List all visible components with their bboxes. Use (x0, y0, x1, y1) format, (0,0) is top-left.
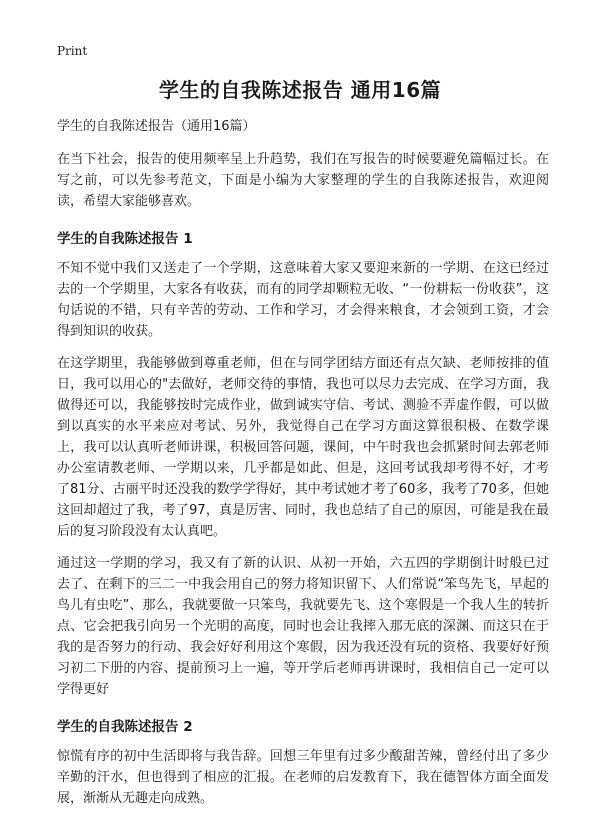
article-subtitle: 学生的自我陈述报告（通用16篇） (57, 119, 256, 134)
print-link[interactable]: Print (57, 44, 88, 58)
section-heading-2: 学生的自我陈述报告 2 (57, 719, 193, 735)
section-heading-1: 学生的自我陈述报告 1 (57, 231, 193, 247)
intro-paragraph: 在当下社会，报告的使用频率呈上升趋势，我们在写报告的时候要避免篇幅过长。在写之前，可以先参考范文，下面是小编为大家整理的学生的自我陈述报告，欢迎阅读，希望大家能够喜欢。 (57, 152, 549, 209)
page-title: 学生的自我陈述报告 通用16篇 (158, 78, 442, 102)
section-2-paragraph-1: 惊慌有序的初中生活即将与我告辞。回想三年里有过多少酸甜苦辣，曾经付出了多少辛勤的汗水，但也得到了相应的汇报。在老师的启发教育下，我在德智体方面全面发展，渐渐从无趣走向成熟。 (57, 749, 549, 806)
section-1-paragraph-1: 不知不觉中我们又送走了一个学期，这意味着大家又要迎来新的一学期、在这已经过去的一个学期里，大家各有收获，而有的同学却颗粒无收、“一份耕耘一份收获”，这句话说的不错，只有辛苦的劳动、工作和学习，才会得来粮食，才会领到工资，才会得到知识的收获。 (57, 261, 549, 339)
article-body (57, 117, 549, 820)
section-1-paragraph-2: 在这学期里，我能够做到尊重老师，但在与同学团结方面还有点欠缺、老师按排的值日，我可以用心的"去做好，老师交待的事情，我也可以尽力去完成、在学习方面，我做得还可以，我能够按时完成作业，做到诚实守信、考试、测验不弄虚作假，可以做到以真实的水平来应对考试、另外，我觉得自己在学习方面这算很积极、在数学课上，我可以认真听老师讲课，积极回答问题，课间，中午时我也会抓紧时间去郭老师办公室请教老师、一学期以来，几乎都是如此、但是，这回考试我却考得不好，才考了81分、古丽平时还没我的数学学得好，其中考试她才考了60多，我考了70多，但她这回却超过了我，考了97，真是厉害、同时，我也总结了自己的原因，可能是我在最后的复习阶段没有太认真吧。 (57, 356, 549, 539)
section-1-paragraph-3: 通过这一学期的学习，我又有了新的认识、从初一开始，六五四的学期倒计时般已过去了、在剩下的三二一中我会用自己的努力将知识留下、人们常说“笨鸟先飞，早起的鸟儿有虫吃”、那么，我就要做一只笨鸟，我就要先飞、这个寒假是一个我人生的转折点、它会把我引向另一个光明的高度，同时也会让我摔入那无底的深渊、而这只在于我的是否努力的行动、我会好好利用这个寒假，因为我还没有玩的资格、我要好好预习初二下册的内容、提前预习上一遍，等开学后老师再讲课时，我相信自己一定可以学得更好 (57, 556, 549, 697)
